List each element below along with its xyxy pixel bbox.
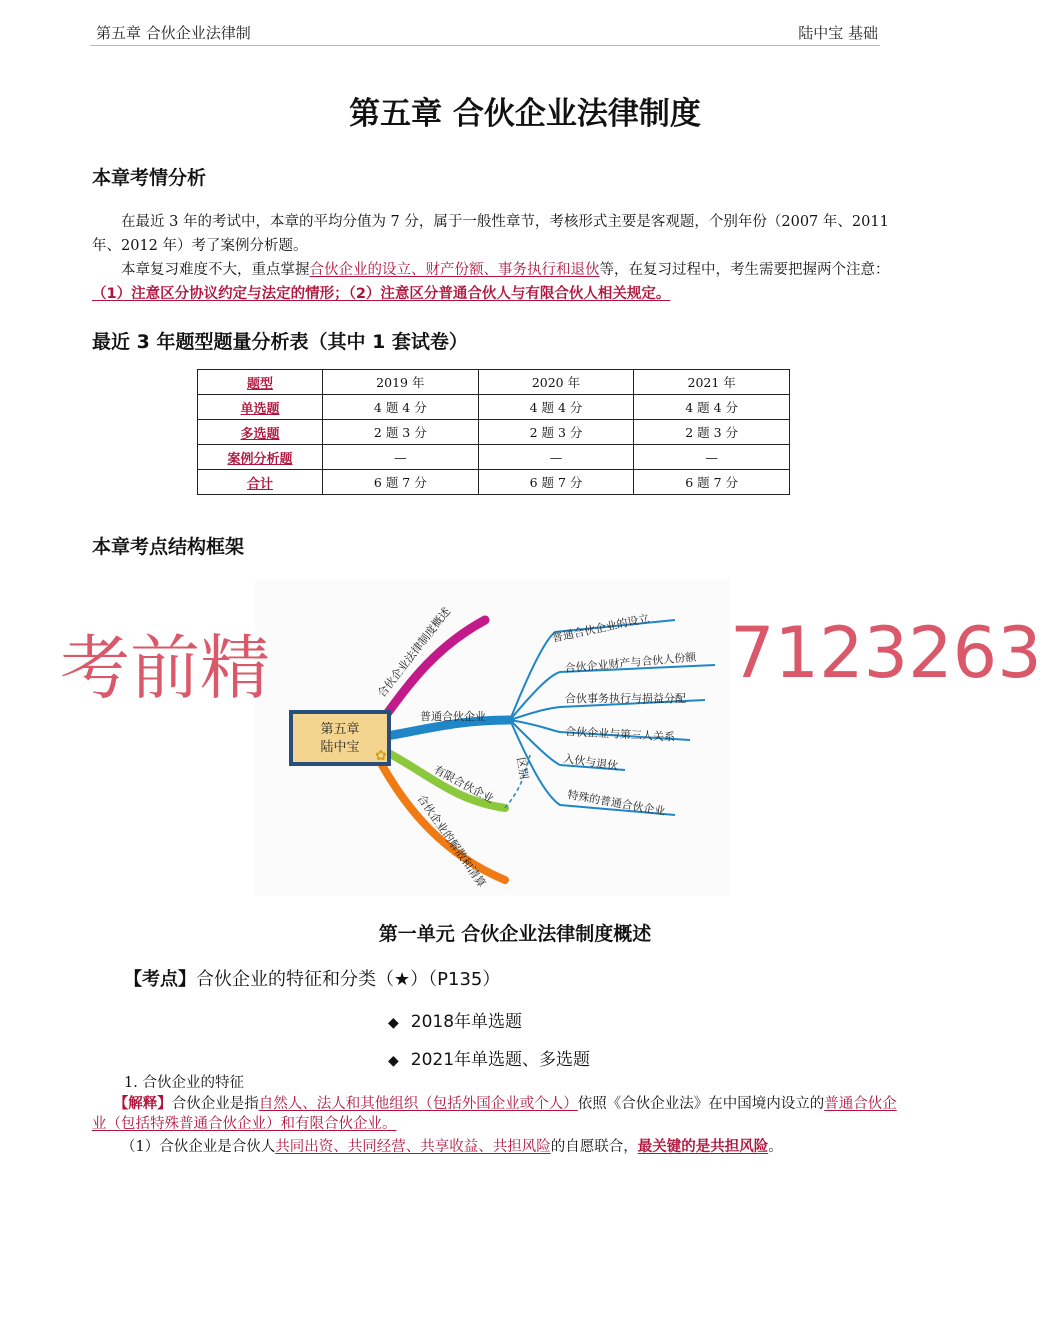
table-cell: — xyxy=(323,445,479,470)
sub-label: 合伙事务执行与损益分配 xyxy=(565,692,686,705)
analysis-text xyxy=(92,210,898,306)
table-row xyxy=(198,395,790,420)
exam-bullet-text: 2018年单选题 xyxy=(410,1012,523,1032)
feature-end: 。 xyxy=(768,1139,783,1155)
table-row xyxy=(198,420,790,445)
header-author: 陆中宝 基础 xyxy=(798,24,878,42)
explanation-tag: 【解释】 xyxy=(113,1096,172,1112)
branch-label-limited: 有限合伙企业 xyxy=(431,763,496,806)
table-cell: 合计 xyxy=(198,470,323,495)
table-cell: 案例分析题 xyxy=(198,445,323,470)
section-heading-structure: 本章考点结构框架 xyxy=(92,536,245,558)
table-cell: 4 题 4 分 xyxy=(634,395,790,420)
feature-paragraph xyxy=(92,1137,898,1157)
branch-label-overview: 合伙企业法律制度概述 xyxy=(375,605,454,700)
section-heading-analysis: 本章考情分析 xyxy=(92,167,207,189)
chapter-title: 第五章 合伙企业法律制度 xyxy=(349,96,701,132)
exam-bullet xyxy=(388,1007,522,1032)
analysis-p2-notes: （1）注意区分协议约定与法定的情形；（2）注意区分普通合伙人与有限合伙人相关规定。 xyxy=(92,286,671,302)
table-cell: — xyxy=(634,445,790,470)
exam-bullet-text: 2021年单选题、多选题 xyxy=(410,1050,591,1070)
flower-icon: ✿ xyxy=(375,748,387,764)
diamond-icon: ◆ xyxy=(388,1053,399,1069)
kaodian-tag: 【考点】 xyxy=(124,969,196,990)
feature-mid: 的自愿联合， xyxy=(550,1139,638,1155)
watermark-right: 7123263 xyxy=(730,612,1042,694)
sub-label: 合伙企业与第三人关系 xyxy=(564,725,676,744)
explanation-types: 普通合伙企业（包括特殊普通合伙企业）和有限合伙企业。 xyxy=(92,1096,897,1132)
item-heading: 1. 合伙企业的特征 xyxy=(124,1075,244,1091)
table-header-cell: 题型 xyxy=(198,370,323,395)
table-cell: 4 题 4 分 xyxy=(323,395,479,420)
watermark xyxy=(60,612,1042,712)
watermark-left: 考前精 xyxy=(60,627,270,709)
exam-bullet xyxy=(388,1045,590,1070)
section-heading-table: 最近 3 年题型题量分析表（其中 1 套试卷） xyxy=(92,331,468,353)
explanation-mid: 依照《合伙企业法》在中国境内设立的 xyxy=(577,1096,825,1112)
analysis-paragraph-2 xyxy=(92,258,898,306)
table-row xyxy=(198,470,790,495)
mindmap-center-line1: 第五章 xyxy=(320,722,360,737)
analysis-p2-key: 合伙企业的设立、财产份额、事务执行和退伙 xyxy=(309,262,600,278)
explanation-pre: 合伙企业是指 xyxy=(171,1096,259,1112)
table-cell: 6 题 7 分 xyxy=(634,470,790,495)
kaodian-text: 合伙企业的特征和分类（★）（P135） xyxy=(196,969,501,990)
feature-pre: 合伙企业是合伙人 xyxy=(159,1139,276,1155)
sub-label: 普通合伙企业的设立 xyxy=(550,611,651,645)
analysis-paragraph-1: 在最近 3 年的考试中，本章的平均分值为 7 分，属于一般性章节，考核形式主要是客观题，个别年份（2007 年、2011 年、2012 年）考了案例分析题。 xyxy=(92,214,889,254)
table-header-cell: 2021 年 xyxy=(634,370,790,395)
feature-number: （1） xyxy=(121,1139,160,1155)
header-chapter: 第五章 合伙企业法律制 xyxy=(96,24,251,42)
table-cell: 2 题 3 分 xyxy=(323,420,479,445)
feature-key: 共同出资、共同经营、共享收益、共担风险 xyxy=(275,1139,551,1155)
table-cell: 6 题 7 分 xyxy=(478,470,634,495)
table-cell: 多选题 xyxy=(198,420,323,445)
table-header-cell: 2020 年 xyxy=(478,370,634,395)
sub-label: 入伙与退伙 xyxy=(562,752,619,773)
table-cell: 2 题 3 分 xyxy=(634,420,790,445)
sub-label: 特殊的普通合伙企业 xyxy=(566,788,667,819)
diamond-icon: ◆ xyxy=(388,1015,399,1031)
table-header-row xyxy=(198,370,790,395)
branch-label-dissolution: 合伙企业的解散和清算 xyxy=(414,792,489,890)
sub-label: 合伙企业财产与合伙人份额 xyxy=(564,650,697,675)
analysis-p2-mid: 等，在复习过程中，考生需要把握两个注意： xyxy=(599,262,890,278)
difference-label: 区别 xyxy=(514,756,531,781)
explanation-paragraph xyxy=(92,1094,898,1134)
table-cell: 2 题 3 分 xyxy=(478,420,634,445)
table-row xyxy=(198,445,790,470)
table-cell: — xyxy=(478,445,634,470)
table-cell: 4 题 4 分 xyxy=(478,395,634,420)
feature-critical: 最关键的是共担风险 xyxy=(637,1139,769,1155)
table-header-cell: 2019 年 xyxy=(323,370,479,395)
table-cell: 6 题 7 分 xyxy=(323,470,479,495)
header-divider xyxy=(90,45,880,46)
explanation-subjects: 自然人、法人和其他组织（包括外国企业或个人） xyxy=(258,1096,578,1112)
kaodian-line xyxy=(124,965,500,991)
mindmap-center-line2: 陆中宝 xyxy=(320,740,360,755)
unit-heading: 第一单元 合伙企业法律制度概述 xyxy=(378,923,652,945)
table-cell: 单选题 xyxy=(198,395,323,420)
question-type-table xyxy=(197,369,790,495)
branch-label-general: 普通合伙企业 xyxy=(420,710,486,723)
analysis-p2-pre: 本章复习难度不大，重点掌握 xyxy=(121,262,310,278)
